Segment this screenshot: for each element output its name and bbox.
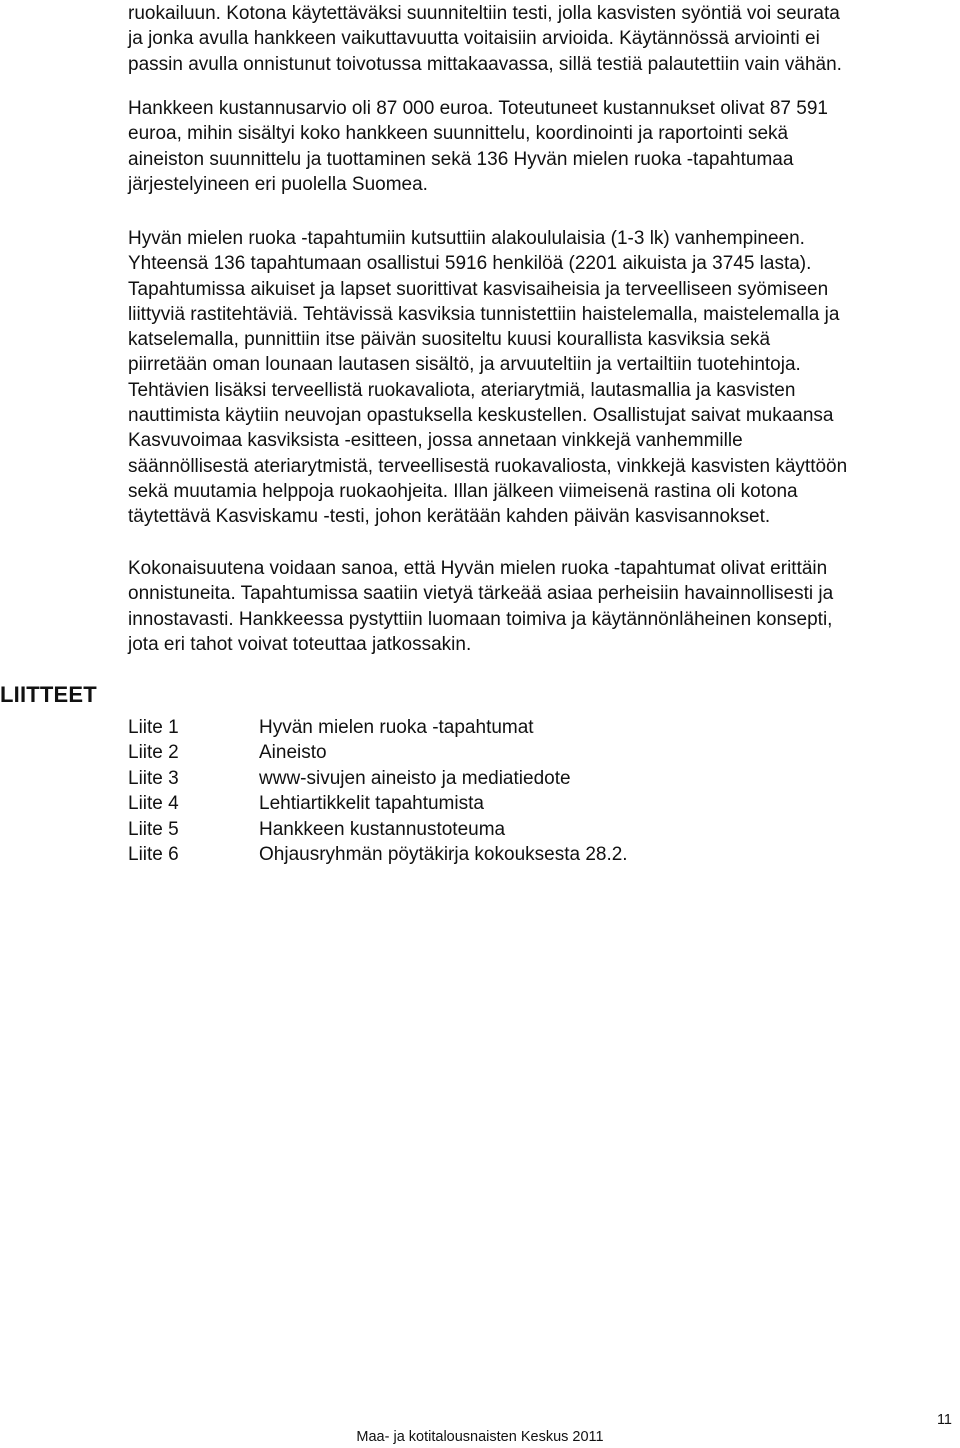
text-line: Kokonaisuutena voidaan sanoa, että Hyvän mielen ruoka -tapahtumat olivat erittäin — [128, 558, 828, 579]
attachment-title: www-sivujen aineisto ja mediatiedote — [259, 767, 571, 789]
attachment-code: Liite 1 — [128, 717, 179, 738]
text-line: Hyvän mielen ruoka -tapahtumiin kutsuttiin alakoululaisia (1-3 lk) vanhempineen. — [128, 228, 805, 249]
text-line: sekä muutamia helppoja ruokaohjeita. Illan jälkeen viimeisenä rastina oli kotona — [128, 480, 798, 502]
attachment-code: Liite 4 — [128, 793, 179, 815]
text-line: ja jonka avulla hankkeen vaikuttavuutta voitaisiin arvioida. Käytännössä arviointi ei — [128, 28, 820, 50]
page-number: 11 — [936, 1412, 952, 1428]
text-line: innostavasti. Hankkeessa pystyttiin luomaan toimiva ja käytännönläheinen konsepti, — [128, 608, 833, 630]
attachments-heading: LIITTEET — [0, 682, 97, 707]
paragraph-evaluation — [128, 1, 958, 77]
attachment-title: Aineisto — [259, 742, 327, 764]
text-line: Hankkeen kustannusarvio oli 87 000 euroa. Toteutuneet kustannukset olivat 87 591 — [128, 98, 828, 119]
attachment-code: Liite 5 — [128, 818, 179, 840]
attachment-item — [128, 766, 928, 791]
attachment-item — [128, 715, 928, 740]
text-line: säännöllisestä ateriarytmistä, terveellisestä ruokavaliosta, vinkkejä kasvisten käyttöön — [128, 455, 848, 477]
attachment-item — [128, 791, 928, 816]
attachment-code: Liite 2 — [128, 742, 179, 764]
text-line: järjestelyineen eri puolella Suomea. — [128, 173, 428, 195]
text-line: passin avulla onnistunut toivotussa mittakaavassa, sillä testiä palautettiin vain vähän. — [128, 53, 842, 75]
footer-organization: Maa- ja kotitalousnaisten Keskus 2011 — [356, 1429, 604, 1445]
attachments-list — [128, 715, 928, 867]
text-line: katselemalla, punnittiin itse päivän suositeltu kuusi kourallista kasviksia sekä — [128, 329, 771, 351]
attachment-item — [128, 740, 928, 765]
text-line: aineiston suunnittelu ja tuottaminen sekä 136 Hyvän mielen ruoka -tapahtumaa — [128, 148, 794, 170]
attachment-title: Lehtiartikkelit tapahtumista — [259, 793, 484, 815]
text-line: Tapahtumissa aikuiset ja lapset suorittivat kasvisaiheisia ja terveelliseen syömiseen — [128, 278, 829, 300]
paragraph-events — [128, 226, 958, 530]
text-line: Tehtävien lisäksi terveellistä ruokavaliota, ateriarytmiä, lautasmallia ja kasvisten — [128, 379, 796, 401]
text-line: täytettävä Kasviskamu -testi, johon kerätään kahden päivän kasvisannokset. — [128, 506, 771, 528]
attachment-code: Liite 3 — [128, 767, 179, 789]
text-line: jota eri tahot voivat toteuttaa jatkossakin. — [128, 633, 472, 655]
text-line: onnistuneita. Tapahtumissa saatiin vietyä tärkeää asiaa perheisiin havainnollisesti ja — [128, 583, 834, 605]
attachment-item — [128, 817, 928, 842]
text-line: Kasvuvoimaa kasviksista -esitteen, jossa annetaan vinkkejä vanhemmille — [128, 430, 743, 452]
text-line: euroa, mihin sisältyi koko hankkeen suunnittelu, koordinointi ja raportointi sekä — [128, 123, 789, 145]
text-line: Yhteensä 136 tapahtumaan osallistui 5916 henkilöä (2201 aikuista ja 3745 lasta). — [128, 253, 812, 275]
attachment-title: Hankkeen kustannustoteuma — [259, 818, 506, 840]
text-line: liittyviä rastitehtäviä. Tehtävissä kasviksia tunnistettiin haistelemalla, maistelemalla ja — [128, 303, 840, 325]
paragraph-summary — [128, 556, 958, 657]
attachment-item — [128, 842, 928, 867]
text-line: piirretään oman lounaan lautasen sisältö, ja arvuuteltiin ja vertailtiin tuotehintoja. — [128, 354, 801, 376]
attachment-code: Liite 6 — [128, 844, 179, 866]
attachment-title: Hyvän mielen ruoka -tapahtumat — [259, 717, 534, 738]
text-line: nauttimista käytiin neuvojan opastuksella keskustellen. Osallistujat saivat mukaansa — [128, 405, 834, 427]
paragraph-costs — [128, 96, 958, 197]
text-line: ruokailuun. Kotona käytettäväksi suunniteltiin testi, jolla kasvisten syöntiä voi seurata — [128, 3, 840, 24]
attachment-title: Ohjausryhmän pöytäkirja kokouksesta 28.2. — [259, 844, 628, 866]
